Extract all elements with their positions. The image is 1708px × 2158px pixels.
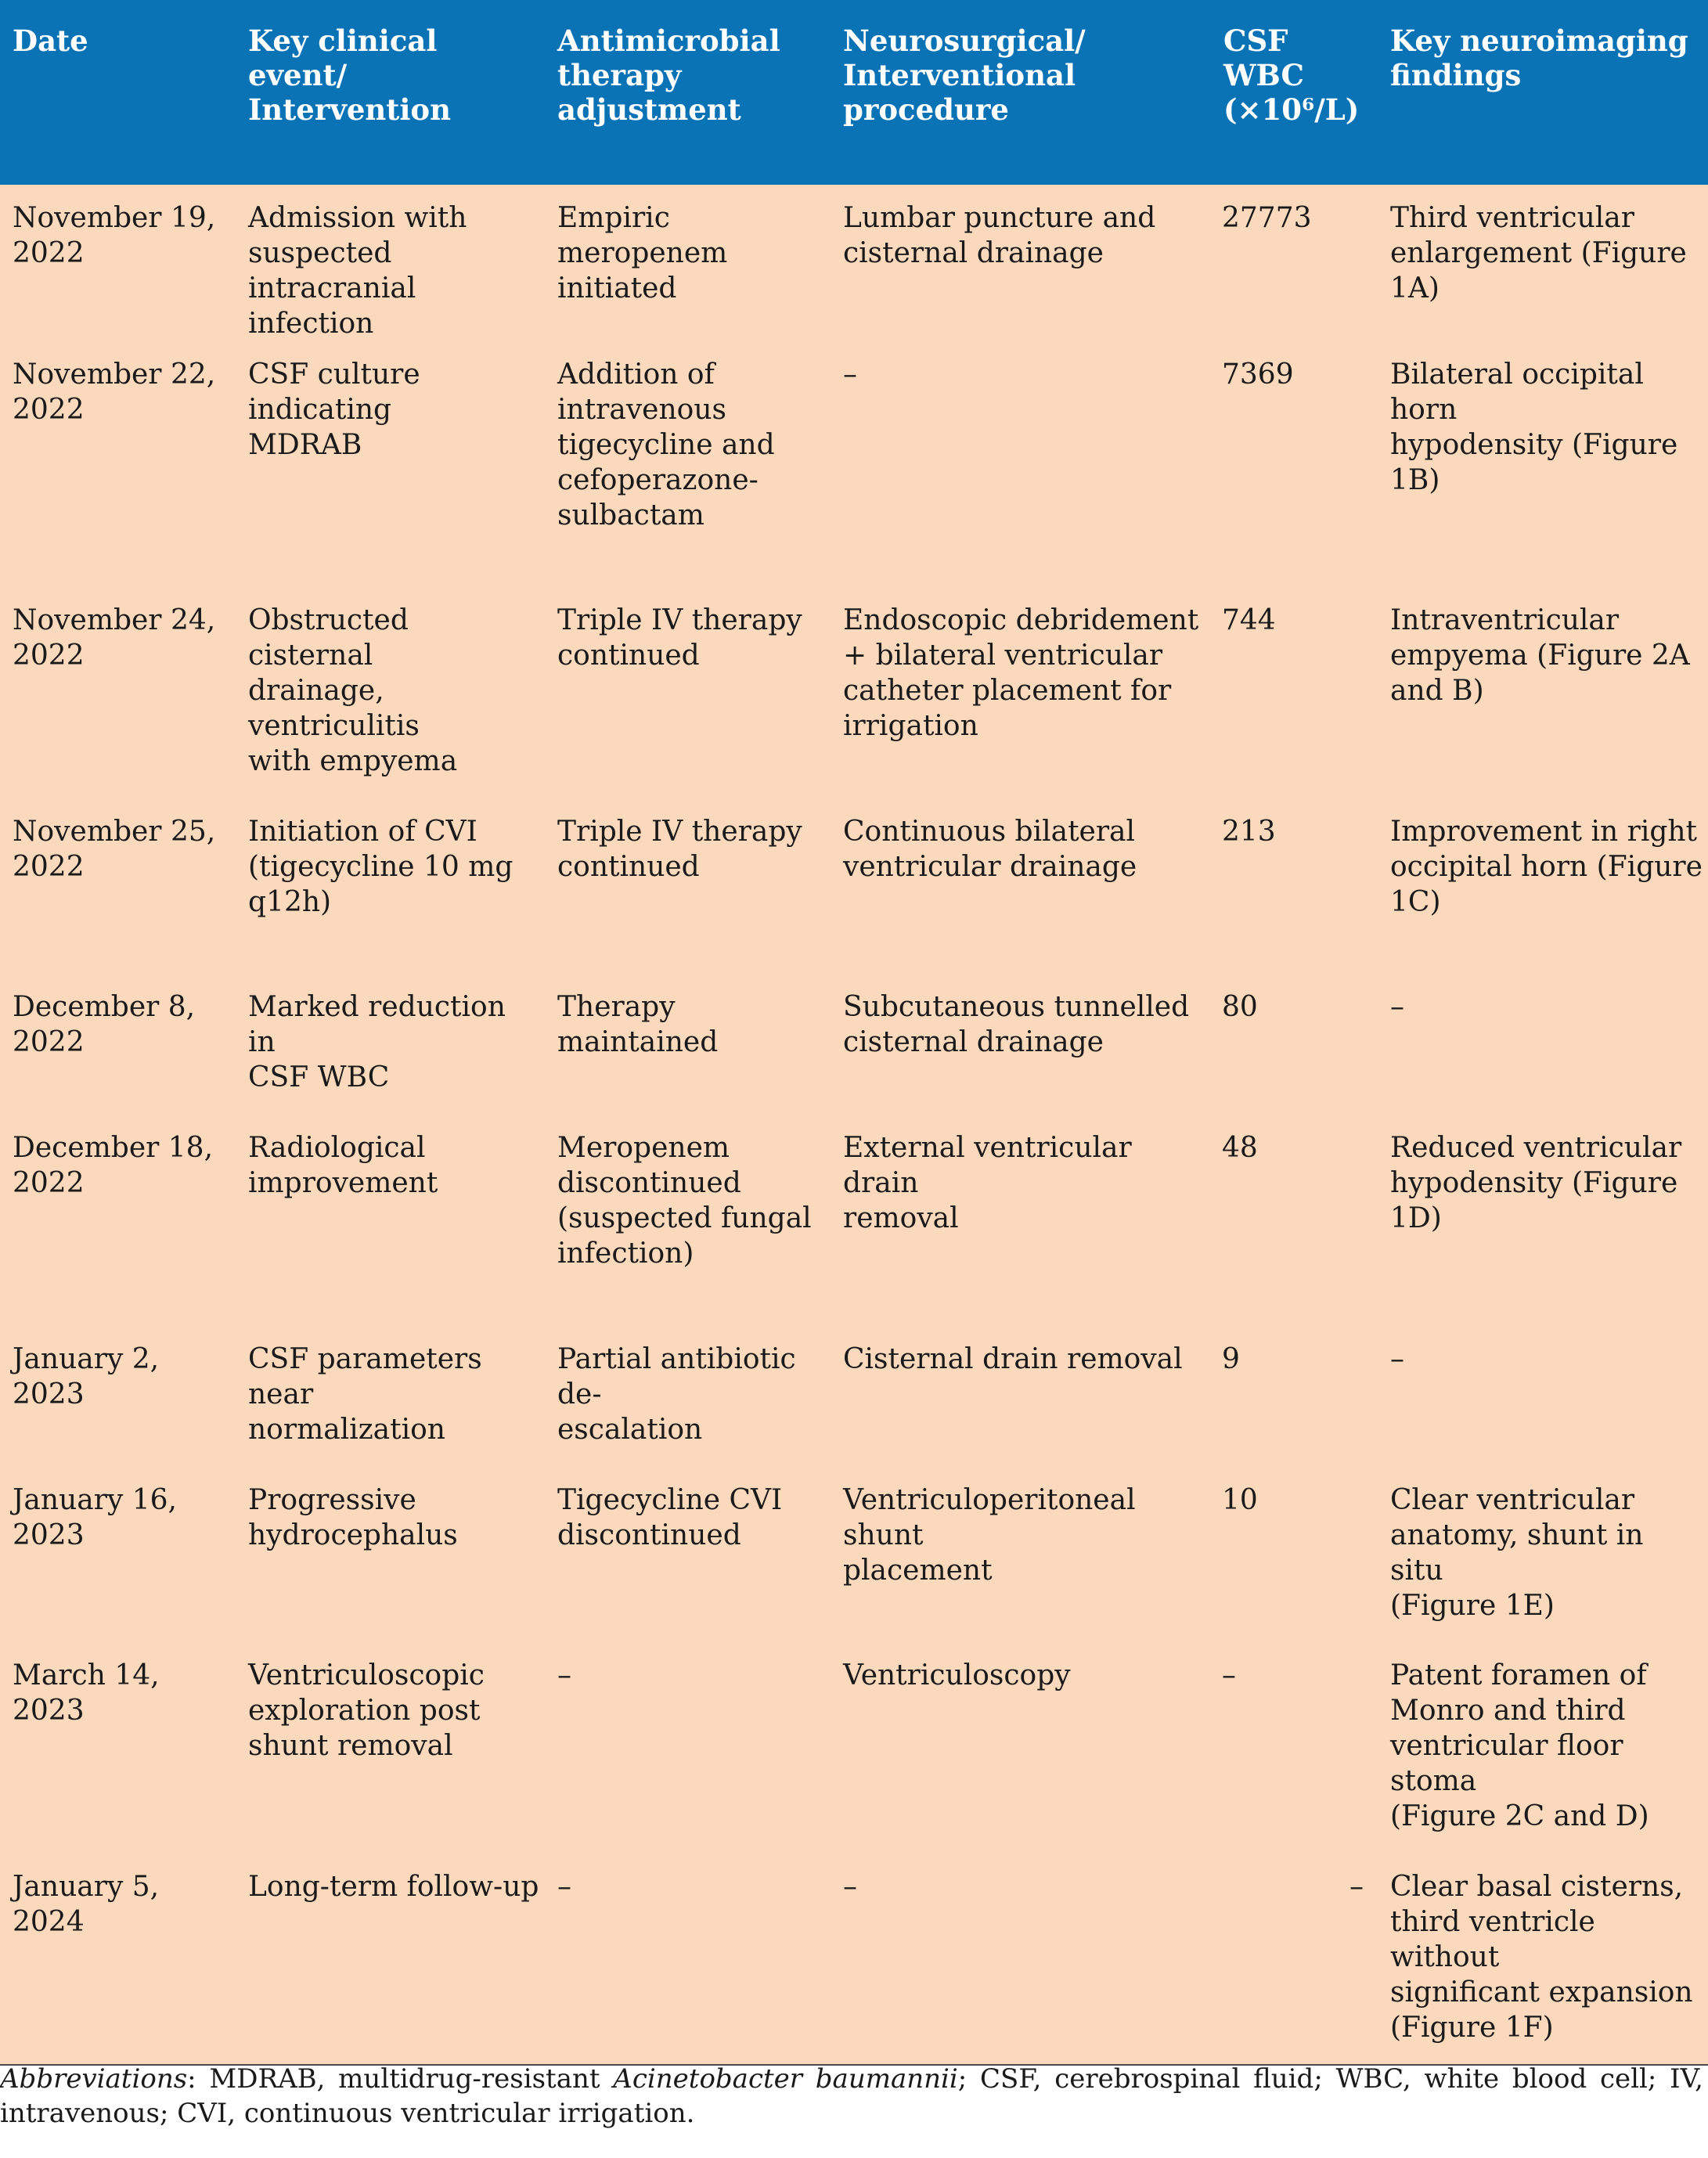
cell-imaging: Reduced ventricular hypodensity (Figure 1D) [1390, 1132, 1682, 1234]
cell-imaging: – [1390, 1343, 1404, 1375]
cell-date: January 2, 2023 [13, 1343, 168, 1410]
cell-event: Marked reduction in CSF WBC [248, 991, 506, 1093]
cell-csf-wbc: 213 [1222, 816, 1276, 848]
cell-antimicrobial: Addition of intravenous tigecycline and cefoperazone- sulbactam [557, 358, 775, 531]
cell-imaging: Third ventricular enlargement (Figure 1A) [1390, 202, 1687, 304]
cell-event: CSF culture indicating MDRAB [248, 358, 420, 461]
cell-procedure: Continuous bilateral ventricular drainage [843, 816, 1137, 883]
table-row [0, 1854, 1708, 2065]
cell-procedure: – [831, 1854, 1211, 2065]
cell-date: January 5, 2024 [0, 1854, 236, 2065]
header-date: Date [13, 23, 88, 58]
cell-procedure: Lumbar puncture and cisternal drainage [843, 202, 1156, 269]
cell-imaging: Patent foramen of Monro and third ventricular floor stoma (Figure 2C and D) [1390, 1659, 1649, 1832]
table-row [0, 974, 1708, 1115]
table-row [0, 1467, 1708, 1642]
cell-date: November 24, 2022 [13, 604, 216, 672]
cell-event: Ventriculoscopic exploration post shunt removal [248, 1659, 485, 1762]
cell-procedure: Subcutaneous tunnelled cisternal drainage [843, 991, 1190, 1058]
cell-antimicrobial: Empiric meropenem initiated [557, 202, 728, 304]
cell-csf-wbc: 7369 [1222, 358, 1294, 391]
cell-event: Radiological improvement [248, 1132, 438, 1199]
cell-event: CSF parameters near normalization [248, 1343, 482, 1446]
table-row [0, 587, 1708, 798]
header-clinical-event: Key clinical event/ Intervention [248, 23, 451, 127]
cell-date: March 14, 2023 [13, 1659, 169, 1727]
cell-csf-wbc: 80 [1222, 991, 1258, 1023]
cell-date: January 16, 2023 [13, 1484, 177, 1551]
header-procedure: Neurosurgical/ Interventional procedure [843, 23, 1086, 127]
cell-event: Initiation of CVI (tigecycline 10 mg q12h) [248, 816, 513, 918]
cell-imaging: Bilateral occipital horn hypodensity (Figure 1B) [1390, 358, 1678, 496]
table-row [0, 1115, 1708, 1326]
cell-antimicrobial: Triple IV therapy continued [557, 604, 802, 672]
cell-imaging: Improvement in right occipital horn (Figure 1C) [1390, 816, 1703, 918]
cell-csf-wbc: 744 [1222, 604, 1276, 636]
cell-imaging: – [1390, 991, 1404, 1023]
cell-antimicrobial: Tigecycline CVI discontinued [557, 1484, 783, 1551]
cell-imaging: Intraventricular empyema (Figure 2A and B) [1390, 604, 1690, 707]
cell-csf-wbc: – [1222, 1659, 1236, 1691]
cell-event: Progressive hydrocephalus [248, 1484, 458, 1551]
footnote-label: Abbreviations [0, 2063, 188, 2095]
cell-antimicrobial: Therapy maintained [557, 991, 719, 1058]
cell-date: November 22, 2022 [13, 358, 216, 426]
cell-date: December 18, 2022 [13, 1132, 214, 1199]
table-row [0, 798, 1708, 974]
cell-antimicrobial: – [557, 1659, 571, 1691]
cell-procedure: Endoscopic debridement + bilateral ventricular catheter placement for irrigation [843, 604, 1199, 742]
cell-procedure: External ventricular drain removal [843, 1132, 1132, 1234]
abbreviations-footnote [0, 2062, 1703, 2131]
cell-csf-wbc: – [1211, 1854, 1378, 2065]
cell-antimicrobial: – [545, 1854, 831, 2065]
header-antimicrobial: Antimicrobial therapy adjustment [557, 23, 780, 127]
header-csf-wbc: CSF WBC (×10⁶/L) [1223, 23, 1360, 127]
table-row [0, 341, 1708, 587]
cell-event: Obstructed cisternal drainage, ventriculitis with empyema [248, 604, 458, 777]
table-header-row [0, 0, 1708, 185]
header-neuroimaging: Key neuroimaging findings [1390, 23, 1688, 92]
cell-antimicrobial: Partial antibiotic de- escalation [557, 1343, 796, 1446]
cell-procedure: – [843, 358, 857, 391]
cell-date: November 25, 2022 [13, 816, 216, 883]
footnote-text-before: : MDRAB, multidrug-resistant [187, 2063, 614, 2095]
cell-antimicrobial: Meropenem discontinued (suspected fungal infection) [557, 1132, 812, 1270]
cell-procedure: Ventriculoscopy [843, 1659, 1071, 1691]
cell-date: November 19, 2022 [13, 202, 216, 269]
cell-antimicrobial: Triple IV therapy continued [557, 816, 802, 883]
cell-event: Admission with suspected intracranial infection [248, 202, 467, 340]
cell-event: Long-term follow-up [236, 1854, 545, 2065]
footnote-text-after: ; CSF, cerebrospinal fluid; WBC, white blood cell; IV, intravenous; CVI, continuous ventricular irrigation. [0, 2063, 1703, 2129]
cell-imaging: Clear basal cisterns, third ventricle without significant expansion (Figure 1F) [1378, 1854, 1708, 2065]
cell-procedure: Ventriculoperitoneal shunt placement [843, 1484, 1136, 1587]
cell-procedure: Cisternal drain removal [843, 1343, 1183, 1375]
cell-csf-wbc: 10 [1222, 1484, 1258, 1516]
table-row [0, 1642, 1708, 1854]
footnote-species: Acinetobacter baumannii [613, 2063, 958, 2095]
cell-date: December 8, 2022 [13, 991, 196, 1058]
cell-csf-wbc: 27773 [1222, 202, 1312, 234]
cell-imaging: Clear ventricular anatomy, shunt in situ (Figure 1E) [1390, 1484, 1644, 1622]
table-row [0, 185, 1708, 341]
table-row [0, 1326, 1708, 1467]
cell-csf-wbc: 48 [1222, 1132, 1258, 1164]
cell-csf-wbc: 9 [1222, 1343, 1240, 1375]
